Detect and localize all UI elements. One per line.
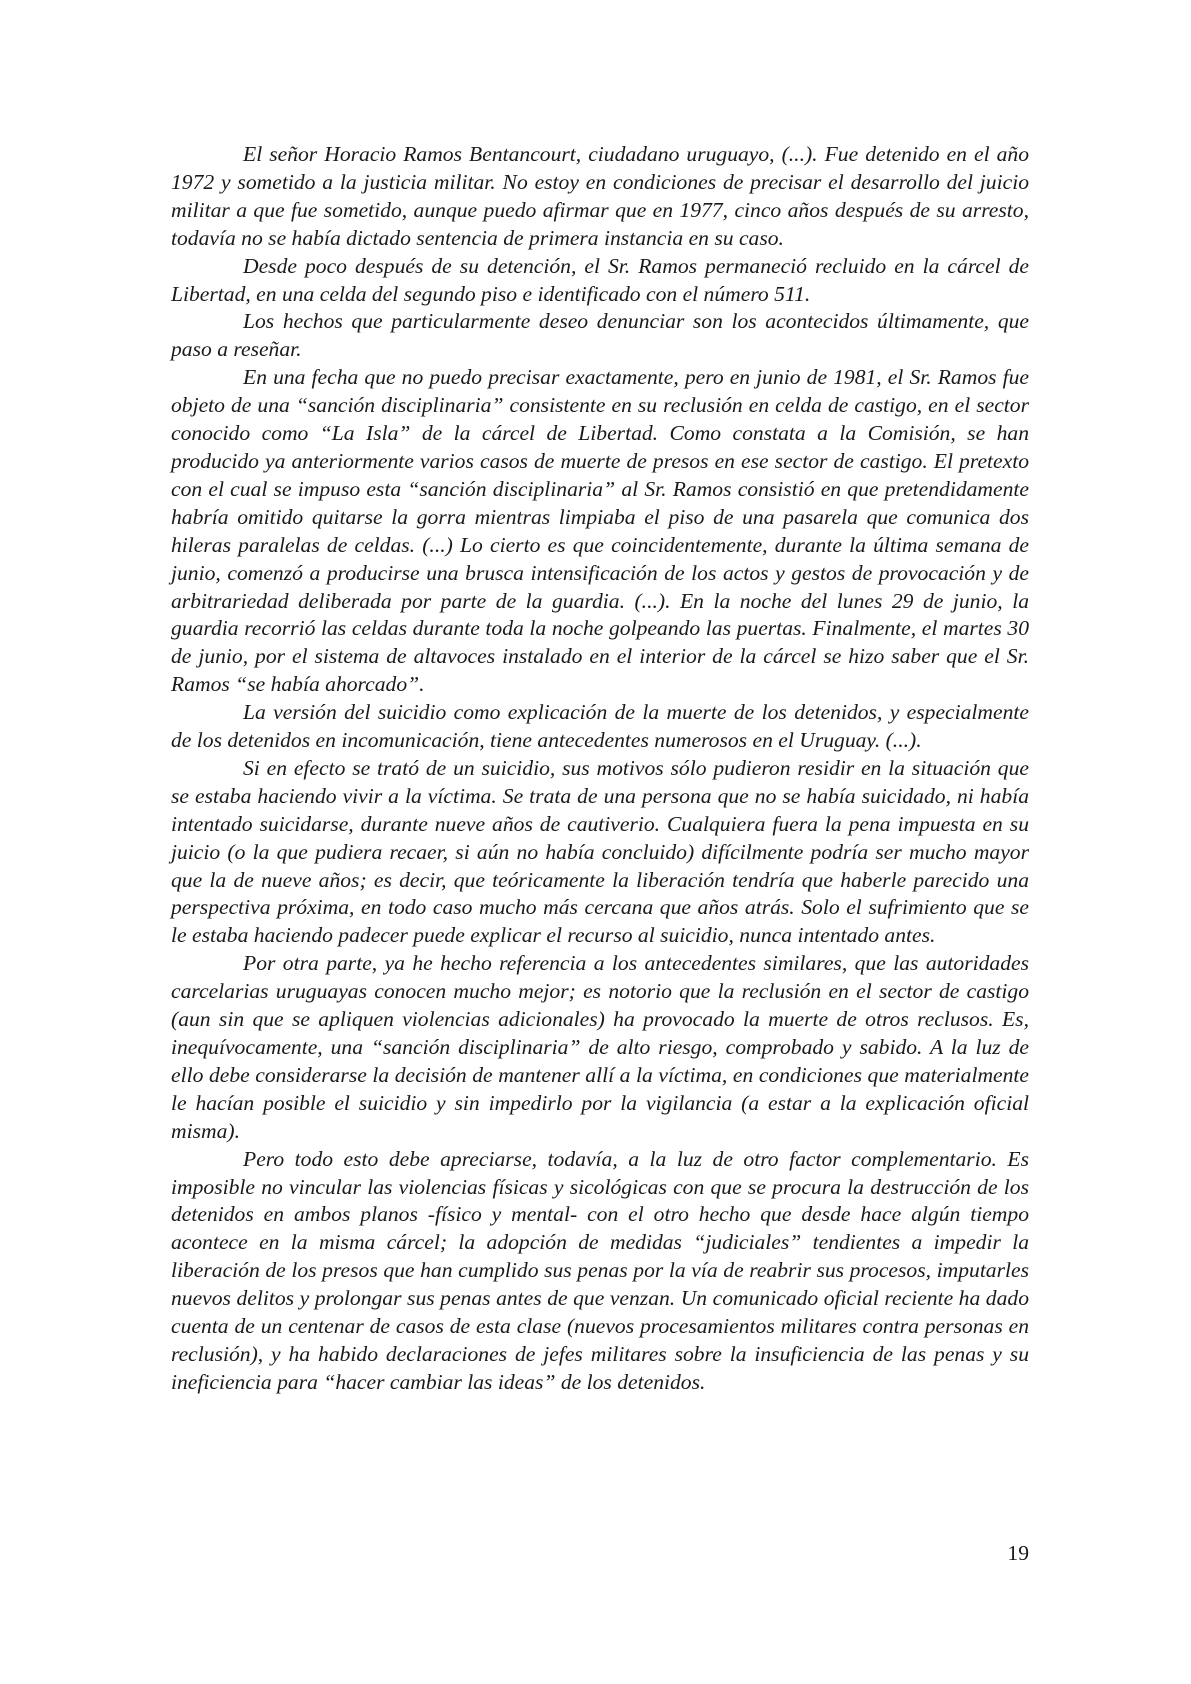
paragraph-disciplinary-sanction: En una fecha que no puedo precisar exactamente, pero en junio de 1981, el Sr. Ramos fue objeto de una “sanción disciplinaria” consistente en su reclusión en celda de castigo, en el sector conocido como “La Isla” de la cárcel de Libertad. Como constata a la Comisión, se han producido ya anteriormente varios casos de muerte de presos en ese sector de castigo. El pretexto con el cual se impuso esta “sanción disciplinaria” al Sr. Ramos consistió en que pretendidamente habría omitido quitarse la gorra mientras limpiaba el piso de una pasarela que comunica dos hileras paralelas de celdas. (...) Lo cierto es que coincidentemente, durante la última semana de junio, comenzó a producirse una brusca intensificación de los actos y gestos de provocación y de arbitrariedad deliberada por parte de la guardia. (...). En la noche del lunes 29 de junio, la guardia recorrió las celdas durante toda la noche golpeando las puertas. Finalmente, el martes 30 de junio, por el sistema de altavoces instalado en el interior de la cárcel se hizo saber que el Sr. Ramos “se había ahorcado”. [171, 365, 1029, 697]
paragraph-ramos-detention: El señor Horacio Ramos Bentancourt, ciudadano uruguayo, (...). Fue detenido en el año 1972 y sometido a la justicia militar. No estoy en condiciones de precisar el desarrollo del juicio militar a que fue sometido, aunque puedo afirmar que en 1977, cinco años después de su arresto, todavía no se había dictado sentencia de primera instancia en su caso. [171, 142, 1029, 250]
paragraph-suicide-motives: Si en efecto se trató de un suicidio, sus motivos sólo pudieron residir en la situación que se estaba haciendo vivir a la víctima. Se trata de una persona que no se había suicidado, ni había intentado suicidarse, durante nueve años de cautiverio. Cualquiera fuera la pena impuesta en su juicio (o la que pudiera recaer, si aún no había concluido) difícilmente podría ser mucho mayor que la de nueve años; es decir, que teóricamente la liberación tendría que haberle parecido una perspectiva próxima, en todo caso mucho más cercana que años atrás. Solo el sufrimiento que se le estaba haciendo padecer puede explicar el recurso al suicidio, nunca intentado antes. [171, 755, 1029, 948]
paragraph-complementary-factor: Pero todo esto debe apreciarse, todavía, a la luz de otro factor complementario. Es imposible no vincular las violencias físicas y sicológicas con que se procura la destrucción de los detenidos en ambos planos -físico y mental- con el otro hecho que desde hace algún tiempo acontece en la misma cárcel; la adopción de medidas “judiciales” tendientes a impedir la liberación de los presos que han cumplido sus penas por la vía de reabrir sus procesos, imputarles nuevos delitos y prolongar sus penas antes de que venzan. Un comunicado oficial reciente ha dado cuenta de un centenar de casos de esta clase (nuevos procesamientos militares contra personas en reclusión), y ha habido declaraciones de jefes militares sobre la insuficiencia de las penas y su ineficiencia para “hacer cambiar las ideas” de los detenidos. [171, 1146, 1029, 1394]
document-body [171, 141, 1029, 1397]
paragraph-suicide-version: La versión del suicidio como explicación de la muerte de los detenidos, y especialmente de los detenidos en incomunicación, tiene antecedentes numerosos en el Uruguay. (...). [171, 700, 1029, 753]
paragraph-facts-intro: Los hechos que particularmente deseo denunciar son los acontecidos últimamente, que paso a reseñar. [171, 309, 1029, 362]
page-number: 19 [1007, 1541, 1029, 1565]
paragraph-similar-precedents: Por otra parte, ya he hecho referencia a los antecedentes similares, que las autoridades carcelarias uruguayas conocen mucho mejor; es notorio que la reclusión en el sector de castigo (aun sin que se apliquen violencias adicionales) ha provocado la muerte de otros reclusos. Es, inequívocamente, una “sanción disciplinaria” de alto riesgo, comprobado y sabido. A la luz de ello debe considerarse la decisión de mantener allí a la víctima, en condiciones que materialmente le hacían posible el suicidio y sin impedirlo por la vigilancia (a estar a la explicación oficial misma). [171, 951, 1029, 1143]
paragraph-libertad-prison: Desde poco después de su detención, el Sr. Ramos permaneció recluido en la cárcel de Libertad, en una celda del segundo piso e identificado con el número 511. [171, 253, 1029, 306]
